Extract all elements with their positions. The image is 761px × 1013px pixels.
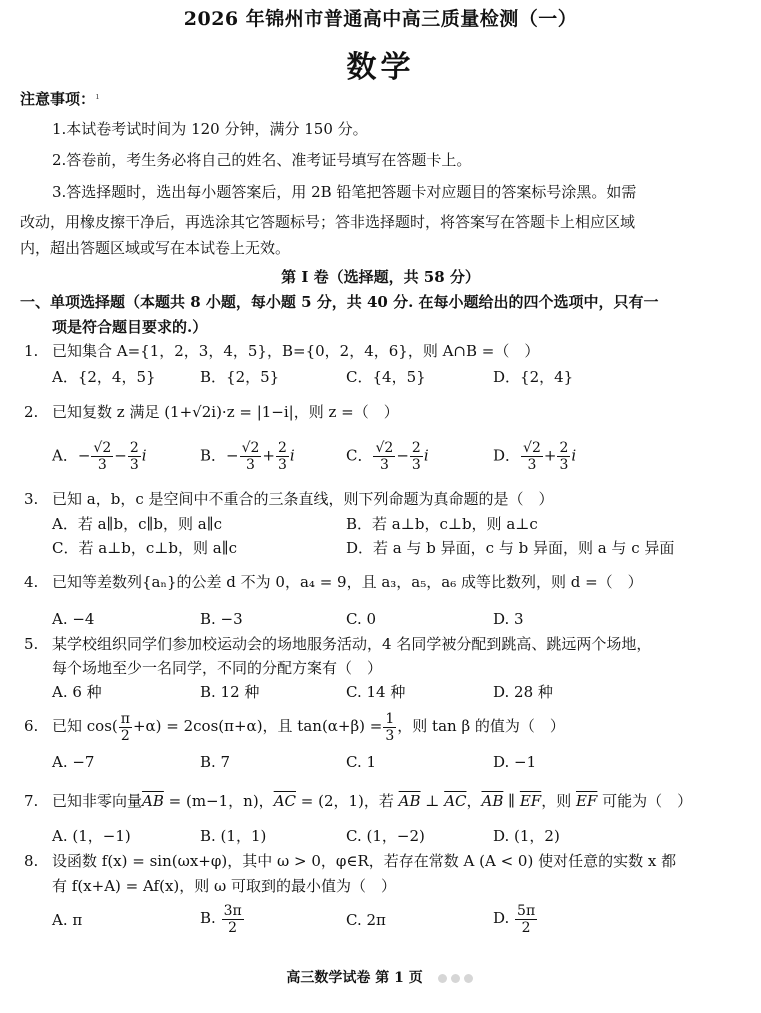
page-footer [0,967,761,987]
q7-stem-part: 已知非零向量 [52,792,143,810]
q2-option-d [493,440,576,473]
q2-option-b [200,440,295,473]
q8-b-label: B. [200,909,216,927]
numerator: 3π [223,902,242,919]
q5-stem-line-1: 某学校组织同学们参加校运动会的场地服务活动，4 名同学被分配到跳高、跳远两个场地， [52,635,652,653]
q2-c-label: C． [346,446,373,465]
q5-option-c: C. 14 种 [346,683,406,701]
q6-option-b: B. 7 [200,753,231,771]
q6-stem [52,708,565,744]
q8-stem-line-1: 设函数 f(x) = sin(ωx+φ)，其中 ω > 0，φ∈R，若存在常数 A (A < 0) 使对任意的实数 x 都 [52,852,677,870]
note-2: 2.答卷前，考生务必将自己的姓名、准考证号填写在答题卡上。 [52,151,472,169]
note-3-line-3: 内，超出答题区域或写在本试卷上无效。 [20,239,291,257]
numerator: 2 [411,440,421,456]
q7-option-d: D. (1，2) [493,827,560,845]
denominator: 2 [120,727,130,744]
q3-number: 3. [24,490,39,508]
imaginary-unit: i [289,446,295,465]
q4-option-b: B. −3 [200,610,243,628]
fraction [373,440,395,473]
q2-number: 2. [24,403,39,421]
q2-b-label: B．− [200,446,239,465]
q6-option-d: D. −1 [493,753,537,771]
numerator: π [120,710,130,727]
q7-stem [52,791,692,811]
denominator: 3 [129,457,139,473]
q7-stem-part: ， [466,792,482,810]
numerator: 5π [517,902,536,919]
fraction [276,440,289,473]
exam-title: 2026 年锦州市普通高中高三质量检测（一） [183,8,578,30]
operator: − [396,446,409,465]
q2-option-a [52,440,147,473]
q3-option-a: A．若 a∥b，c∥b，则 a∥c [52,515,223,533]
operator: + [543,446,557,465]
q7-stem-part: ⊥ [420,792,445,810]
watermark-dots [436,970,475,986]
q4-stem: 已知等差数列{aₙ}的公差 d 不为 0，a₄ = 9，且 a₃，a₅，a₆ 成等比数列，则 d =（ ） [52,573,643,591]
numerator: √2 [93,440,112,456]
section-heading-line-2: 项是符合题目要求的.） [52,318,208,336]
denominator: 3 [246,457,255,473]
dot [438,974,447,983]
denominator: 3 [97,457,107,473]
q7-stem-part: ∥ [503,792,520,810]
numerator: √2 [523,440,541,456]
q6-stem-part: ，则 tan β 的值为（ ） [397,717,565,735]
q6-stem-part: +α) = 2cos(π+α)，且 tan(α+β) = [132,717,383,735]
fraction [91,440,113,473]
q6-option-a: A. −7 [52,753,95,771]
imaginary-unit: i [571,446,577,465]
q3-option-b: B．若 a⊥b，c⊥b，则 a⊥c [346,515,538,533]
q4-number: 4. [24,573,39,591]
imaginary-unit: i [423,446,429,465]
denominator: 2 [228,919,238,936]
numerator: 2 [559,440,569,456]
operator: − [114,446,127,465]
vector-ab: $\overline{AB}$ [398,792,421,810]
q7-stem-part: 可能为（ ） [597,792,693,810]
q1-option-c: C．{4，5} [346,368,426,386]
q4-option-d: D. 3 [493,610,524,628]
fraction [557,440,570,473]
note-3-line-1: 3.答选择题时，选出每小题答案后，用 2B 铅笔把答题卡对应题目的答案标号涂黑。如需 [52,183,637,201]
q7-option-c: C. (1，−2) [346,827,425,845]
denominator: 3 [379,457,389,473]
vector-ef: $\overline{EF}$ [575,792,598,810]
denominator: 3 [411,457,421,473]
fraction [240,440,262,473]
fraction [119,711,132,744]
q5-option-a: A. 6 种 [52,683,102,701]
q5-stem-line-2: 每个场地至少一名同学，不同的分配方案有（ ） [52,659,383,677]
q3-option-d: D．若 a 与 b 异面，c 与 b 异面，则 a 与 c 异面 [346,539,675,557]
denominator: 2 [521,919,531,936]
vector-ac: $\overline{AC}$ [444,792,467,810]
q1-number: 1. [24,342,39,360]
fraction [521,440,543,473]
dot [451,974,460,983]
q6-number: 6. [24,717,39,735]
q3-option-c: C．若 a⊥b，c⊥b，则 a∥c [52,539,238,557]
vector-ab: $\overline{AB}$ [481,792,504,810]
q3-stem: 已知 a，b，c 是空间中不重合的三条直线，则下列命题为真命题的是（ ） [52,490,554,508]
numerator: 2 [129,440,139,456]
q2-option-c [346,440,429,473]
dot [464,974,473,983]
denominator: 3 [385,727,395,744]
vector-ef: $\overline{EF}$ [519,792,542,810]
q2-stem: 已知复数 z 满足 (1+√2i)·z = |1−i|，则 z =（ ） [52,403,399,421]
fraction [515,903,537,936]
q1-option-a: A．{2，4，5} [52,368,156,386]
fraction [410,440,423,473]
q7-stem-part: = (m−1，n)， [163,792,274,810]
q2-a-label: A．− [52,446,91,465]
q1-option-b: B．{2，5} [200,368,280,386]
q5-number: 5. [24,635,39,653]
notes-tick-mark: ı [96,92,99,102]
fraction [222,903,244,936]
volume-heading: 第 I 卷（选择题，共 58 分） [281,268,480,286]
q2-d-label: D． [493,446,521,465]
q4-option-c: C. 0 [346,610,377,628]
fraction [383,711,396,744]
subject-title: 数学 [346,50,415,85]
q8-number: 8. [24,852,39,870]
q7-number: 7. [24,792,39,810]
numerator: √2 [375,440,394,456]
q6-stem-part: 已知 cos( [52,717,118,735]
q8-option-c: C. 2π [346,911,386,929]
operator: + [262,446,275,465]
numerator: √2 [241,440,260,456]
q1-option-d: D．{2，4} [493,368,574,386]
q8-option-a: A. π [52,911,83,929]
note-3-line-2: 改动，用橡皮擦干净后，再选涂其它答题标号；答非选择题时，将答案写在答题卡上相应区域 [20,213,636,231]
numerator: 1 [385,710,395,727]
q1-stem: 已知集合 A={1，2，3，4，5}，B={0，2，4，6}，则 A∩B =（ ） [52,342,540,360]
note-1: 1.本试卷考试时间为 120 分钟，满分 150 分。 [52,120,368,138]
q7-stem-part: ，则 [541,792,576,810]
notes-label: 注意事项： [20,90,96,108]
section-heading-line-1: 一、单项选择题（本题共 8 小题，每小题 5 分，共 40 分. 在每小题给出的四个选项中，只有一 [20,293,659,311]
q7-option-a: A. (1，−1) [52,827,131,845]
q4-option-a: A. −4 [52,610,95,628]
imaginary-unit: i [141,446,147,465]
q5-option-d: D. 28 种 [493,683,553,701]
q8-option-d [493,900,538,936]
vector-ab: $\overline{AB}$ [142,792,164,810]
q7-option-b: B. (1，1) [200,827,267,845]
numerator: 2 [278,440,287,456]
denominator: 3 [278,457,287,473]
q6-option-c: C. 1 [346,753,377,771]
q7-stem-part: = (2，1)，若 [296,792,399,810]
q5-option-b: B. 12 种 [200,683,260,701]
denominator: 3 [527,457,537,473]
denominator: 3 [559,457,569,473]
fraction [128,440,141,473]
footer-text: 高三数学试卷 第 1 页 [286,970,423,986]
q8-d-label: D. [493,909,510,927]
q8-stem-line-2: 有 f(x+A) = Af(x)，则 ω 可取到的最小值为（ ） [52,877,397,895]
q8-option-b [200,900,245,936]
vector-ac: $\overline{AC}$ [273,792,296,810]
